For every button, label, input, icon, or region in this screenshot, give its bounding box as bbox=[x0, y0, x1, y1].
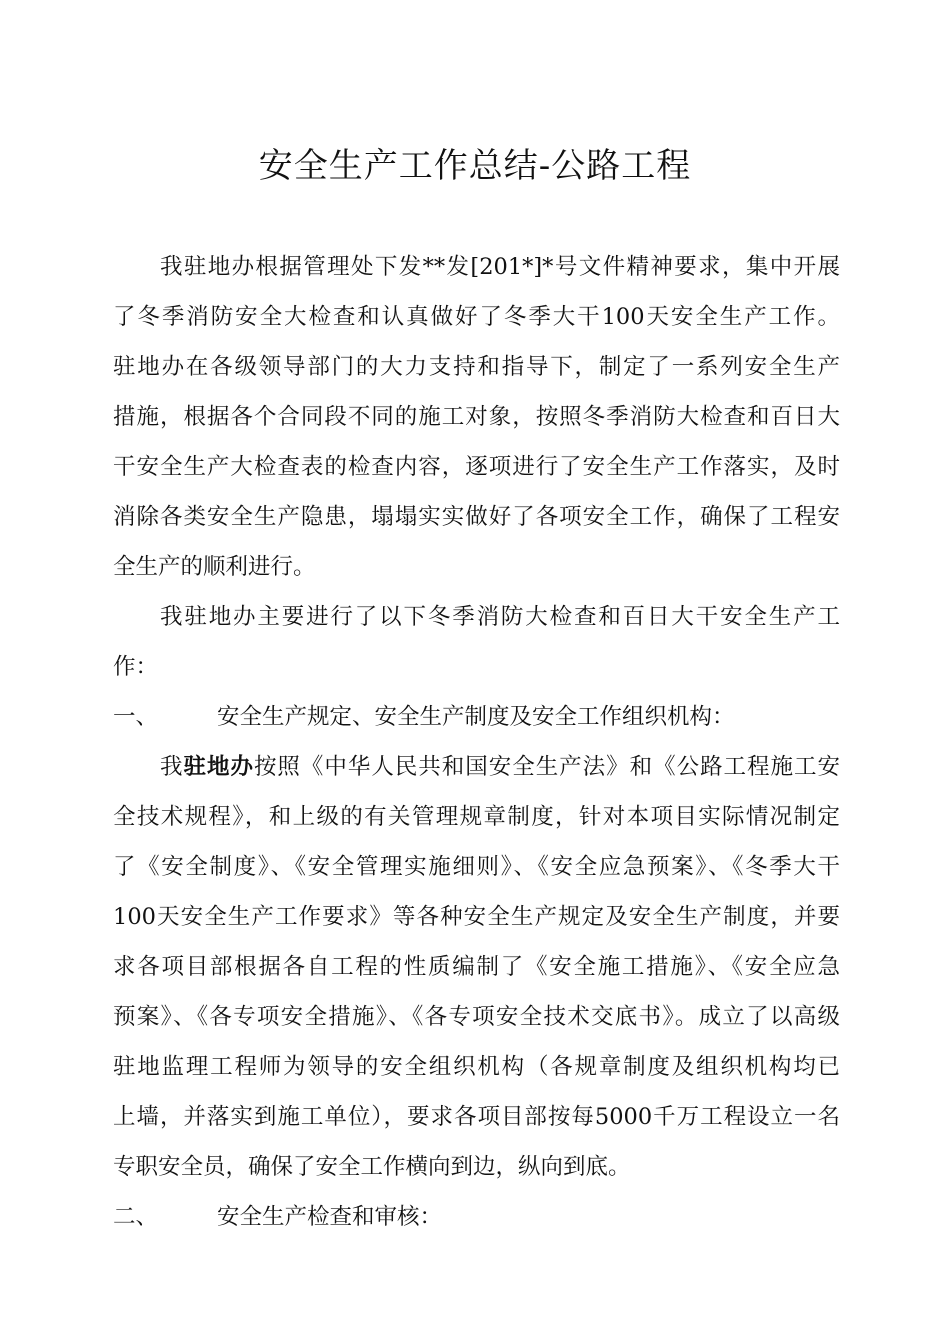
section-heading-text: 安全生产规定、安全生产制度及安全工作组织机构： bbox=[217, 704, 735, 730]
paragraph-line: 专职安全员，确保了安全工作横向到边，纵向到底。 bbox=[113, 1154, 631, 1180]
paragraph-line: 消除各类安全生产隐患，塌塌实实做好了各项安全工作，确保了工程安 bbox=[113, 504, 840, 530]
paragraph-line: 求各项目部根据各自工程的性质编制了《安全施工措施》、《安全应急 bbox=[113, 954, 840, 980]
paragraph-line: 措施，根据各个合同段不同的施工对象，按照冬季消防大检查和百日大 bbox=[113, 404, 840, 430]
paragraph-line: 驻地监理工程师为领导的安全组织机构（各规章制度及组织机构均已 bbox=[113, 1054, 840, 1080]
paragraph-line: 我驻地办主要进行了以下冬季消防大检查和百日大干安全生产工 bbox=[160, 604, 840, 630]
paragraph-line: 我驻地办根据管理处下发**发[201*]*号文件精神要求，集中开展 bbox=[160, 254, 840, 280]
bold-text-run: 驻地办 bbox=[183, 754, 254, 780]
text-run: 我 bbox=[160, 754, 184, 780]
document-title: 安全生产工作总结-公路工程 bbox=[258, 146, 692, 186]
paragraph-line: 了冬季消防安全大检查和认真做好了冬季大干100天安全生产工作。 bbox=[113, 304, 840, 330]
paragraph-line: 了《安全制度》、《安全管理实施细则》、《安全应急预案》、《冬季大干 bbox=[113, 854, 840, 880]
paragraph-line: 干安全生产大检查表的检查内容，逐项进行了安全生产工作落实，及时 bbox=[113, 454, 840, 480]
paragraph-line: 作： bbox=[113, 654, 159, 680]
section-heading-1 bbox=[113, 692, 840, 742]
paragraph-line bbox=[113, 742, 840, 792]
paragraph-line: 100天安全生产工作要求》等各种安全生产规定及安全生产制度，并要 bbox=[113, 904, 840, 930]
paragraph-line: 全技术规程》，和上级的有关管理规章制度，针对本项目实际情况制定 bbox=[113, 804, 840, 830]
paragraph-line: 驻地办在各级领导部门的大力支持和指导下，制定了一系列安全生产 bbox=[113, 354, 840, 380]
paragraph-line: 上墙，并落实到施工单位），要求各项目部按每5000千万工程设立一名 bbox=[113, 1104, 840, 1130]
paragraph-line: 全生产的顺利进行。 bbox=[113, 554, 316, 580]
text-run: 按照《中华人民共和国安全生产法》和《公路工程施工安 bbox=[253, 754, 840, 780]
section-heading-text: 安全生产检查和审核： bbox=[217, 1204, 443, 1230]
section-number: 一、 bbox=[113, 704, 159, 730]
section-number: 二、 bbox=[113, 1204, 159, 1230]
paragraph-line: 预案》、《各专项安全措施》、《各专项安全技术交底书》。成立了以高级 bbox=[113, 1004, 840, 1030]
section-heading-2 bbox=[113, 1192, 840, 1242]
